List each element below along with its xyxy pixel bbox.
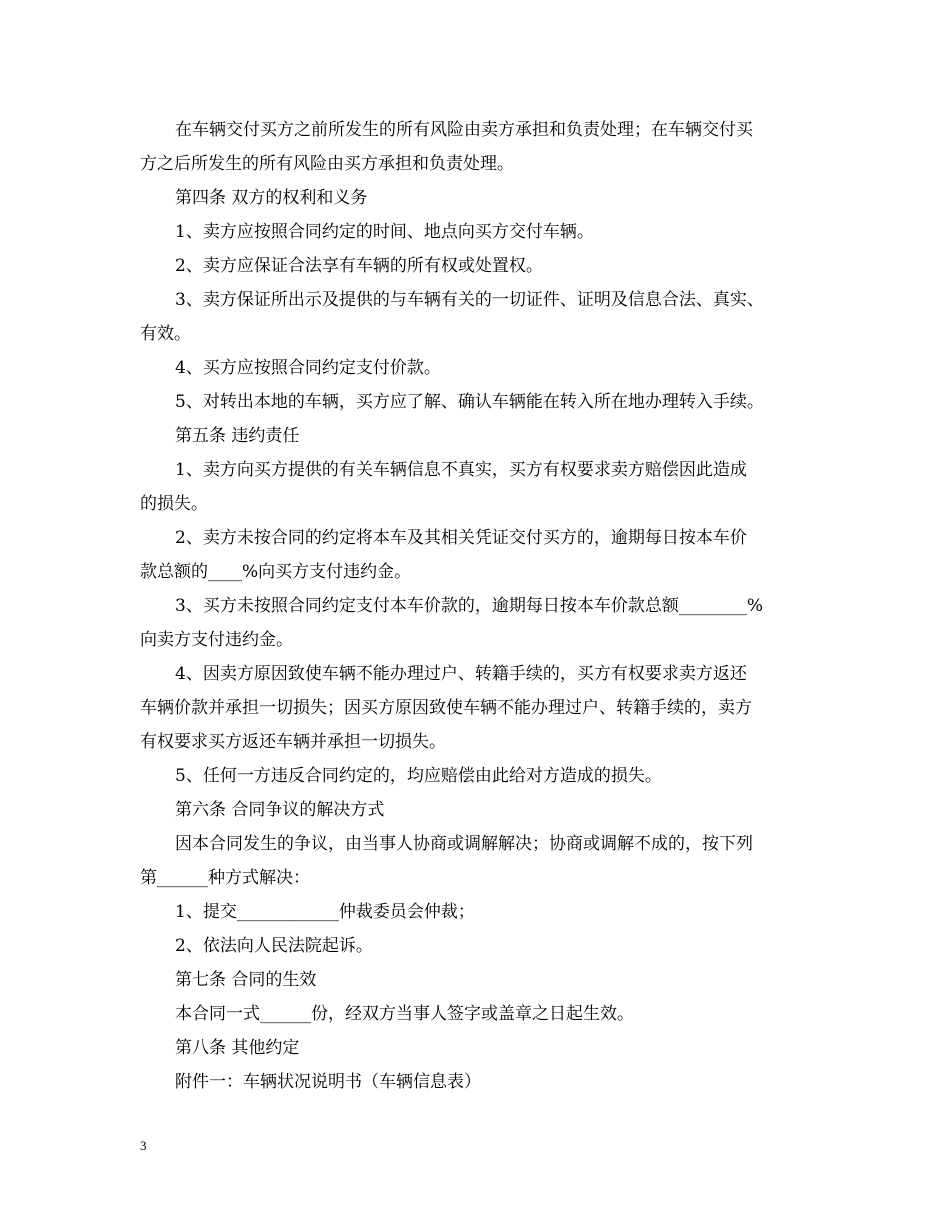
section-heading: 第六条 合同争议的解决方式: [175, 800, 385, 820]
clause-line: 款总额的____%向买方支付违约金。: [140, 562, 412, 582]
paragraph-line: 在车辆交付买方之前所发生的所有风险由卖方承担和负责处理；在车辆交付买: [175, 120, 753, 140]
clause-line: 2、卖方未按合同的约定将本车及其相关凭证交付买方的，逾期每日按本车价: [175, 528, 747, 548]
section-heading: 第五条 违约责任: [175, 426, 300, 446]
clause-line: 的损失。: [140, 494, 208, 514]
clause-line: 1、提交____________仲裁委员会仲裁；: [175, 902, 475, 922]
page-number: 3: [140, 1138, 147, 1153]
clause-line: 4、因卖方原因致使车辆不能办理过户、转籍手续的，买方有权要求卖方返还: [175, 664, 747, 684]
clause-line: 车辆价款并承担一切损失；因买方原因致使车辆不能办理过户、转籍手续的，卖方: [140, 698, 752, 718]
section-heading: 第四条 双方的权利和义务: [175, 188, 368, 208]
clause-line: 5、任何一方违反合同约定的，均应赔偿由此给对方造成的损失。: [175, 766, 662, 786]
clause-line: 第______种方式解决：: [140, 868, 310, 888]
clause-line: 3、买方未按照合同约定支付本车价款的，逾期每日按本车价款总额________%: [175, 596, 763, 616]
clause-line: 1、卖方向买方提供的有关车辆信息不真实，买方有权要求卖方赔偿因此造成: [175, 460, 747, 480]
clause-line: 有效。: [140, 324, 191, 344]
section-heading: 第八条 其他约定: [175, 1038, 300, 1058]
clause-line: 2、卖方应保证合法享有车辆的所有权或处置权。: [175, 256, 543, 276]
clause-line: 因本合同发生的争议，由当事人协商或调解解决；协商或调解不成的，按下列: [175, 834, 753, 854]
clause-line: 本合同一式______份，经双方当事人签字或盖章之日起生效。: [175, 1004, 634, 1024]
clause-line: 3、卖方保证所出示及提供的与车辆有关的一切证件、证明及信息合法、真实、: [175, 290, 764, 310]
clause-line: 2、依法向人民法院起诉。: [175, 936, 373, 956]
clause-line: 有权要求买方返还车辆并承担一切损失。: [140, 732, 446, 752]
clause-line: 1、卖方应按照合同约定的时间、地点向买方交付车辆。: [175, 222, 594, 242]
clause-line: 向卖方支付违约金。: [140, 630, 293, 650]
clause-line: 4、买方应按照合同约定支付价款。: [175, 358, 441, 378]
section-heading: 第七条 合同的生效: [175, 970, 317, 990]
clause-line: 5、对转出本地的车辆，买方应了解、确认车辆能在转入所在地办理转入手续。: [175, 392, 764, 412]
paragraph-line: 方之后所发生的所有风险由买方承担和负责处理。: [140, 154, 514, 174]
attachment-line: 附件一：车辆状况说明书（车辆信息表）: [175, 1072, 481, 1092]
document-body: [140, 113, 826, 1099]
